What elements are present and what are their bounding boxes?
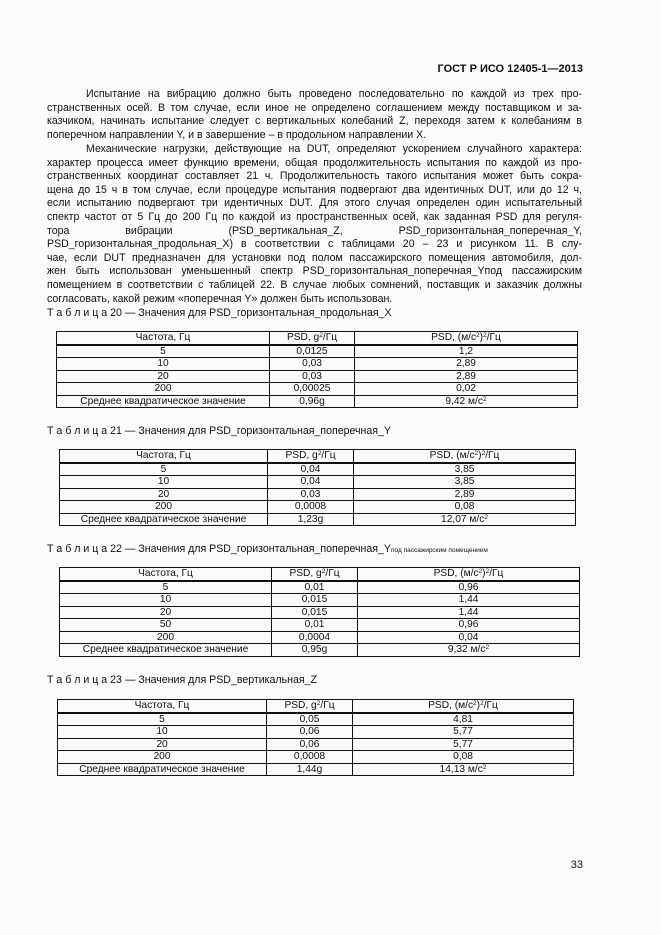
table-cell: 10	[58, 726, 267, 739]
table-cell: 50	[60, 619, 272, 632]
paragraph-line: поперечном направлении Y, и в завершение – в продольном направлении X.	[47, 128, 427, 141]
table-row	[60, 476, 576, 489]
table-cell: 200	[57, 383, 270, 396]
table-cell: 0,06	[267, 726, 353, 739]
column-header: Частота, Гц	[58, 700, 267, 713]
table-row	[57, 358, 578, 371]
table-cell: 0,96g	[270, 395, 355, 408]
paragraph-vibration-order	[47, 88, 582, 142]
table-21-caption-text: Т а б л и ц а 21 — Значения для PSD_горизонтальная_поперечная_Y	[47, 425, 391, 437]
table-cell: 12,07 $м/с^2$	[354, 513, 576, 526]
table-row	[57, 370, 578, 383]
paragraph-line: характер процесса имеет функцию времени, общая продолжительность испытания по каждой из про-	[47, 156, 582, 169]
column-header: PSD, $(м/с^2)^2/Гц$	[355, 332, 578, 345]
table-header-row	[60, 450, 576, 463]
paragraph-line: спектр частот от 5 Гц до 200 Гц по каждой из пространственных осей, как заданная PSD для регуля-	[47, 210, 582, 223]
table-cell: 0,00025	[270, 383, 355, 396]
table-cell: 200	[60, 631, 272, 644]
table-cell: 0,05	[267, 713, 353, 726]
table-cell: 5	[57, 345, 270, 358]
table-cell: 1,23g	[268, 513, 354, 526]
paragraph-line: если испытанию подвергают три идентичных DUT. Для этого случая определен один испытательный	[47, 197, 582, 210]
column-header: PSD, $g^2/Гц$	[270, 332, 355, 345]
table-cell: 10	[60, 476, 268, 489]
table-20-caption	[47, 307, 392, 319]
column-header: Частота, Гц	[57, 332, 270, 345]
table-cell: 0,06	[267, 738, 353, 751]
table-cell: Среднее квадратическое значение	[58, 763, 267, 776]
table-cell: 0,0004	[272, 631, 358, 644]
table-cell: 0,95g	[272, 644, 358, 657]
table-cell: Среднее квадратическое значение	[60, 513, 268, 526]
table-23-caption-text: Т а б л и ц а 23 — Значения для PSD_вертикальная_Z	[47, 674, 317, 686]
table-cell: 0,04	[268, 463, 354, 476]
table-cell: 200	[58, 751, 267, 764]
table-cell: 9,42 $м/с^2$	[355, 395, 578, 408]
table-cell: 200	[60, 501, 268, 514]
table-cell: 0,03	[270, 370, 355, 383]
paragraph-line: Механические нагрузки, действующие на DUT, определяют ускорением случайного характера:	[86, 143, 582, 155]
column-header: PSD, $(м/с^2)^2/Гц$	[358, 568, 580, 581]
table-cell: 0,08	[354, 501, 576, 514]
table-cell: 20	[60, 488, 268, 501]
column-header: Частота, Гц	[60, 568, 272, 581]
table-row	[60, 619, 580, 632]
table-cell: 3,85	[354, 476, 576, 489]
table-cell: 0,04	[358, 631, 580, 644]
paragraph-line: Испытание на вибрацию должно быть проведено последовательно по каждой из трех про-	[86, 88, 582, 100]
table-cell: 0,03	[268, 488, 354, 501]
table-cell: 0,08	[353, 751, 574, 764]
table-22	[59, 567, 580, 657]
table-row	[60, 581, 580, 594]
table-cell: 20	[57, 370, 270, 383]
table-cell: 0,015	[272, 606, 358, 619]
table-row	[57, 383, 578, 396]
paragraph-line: согласовать, какой режим «поперечная Y» должен быть использован.	[47, 292, 393, 305]
paragraph-line: помещением в соответствии с таблицей 22. В случае любых сомнений, поставщик и заказчик должны	[47, 278, 582, 291]
table-cell: 5,77	[353, 726, 574, 739]
table-20	[56, 331, 578, 408]
table-cell: 20	[60, 606, 272, 619]
table-row	[60, 501, 576, 514]
column-header: Частота, Гц	[60, 450, 268, 463]
table-cell: 1,2	[355, 345, 578, 358]
table-cell: 5	[60, 463, 268, 476]
table-cell: 0,0008	[268, 501, 354, 514]
table-cell: 2,89	[355, 358, 578, 371]
table-row	[57, 345, 578, 358]
page-number: 33	[570, 859, 583, 871]
table-row	[58, 713, 574, 726]
paragraph-line: жен быть использован уменьшенный спектр PSD_горизонтальная_поперечная_Yпод пассажирским	[47, 265, 582, 278]
table-21	[59, 449, 576, 526]
table-cell: 0,015	[272, 594, 358, 607]
paragraph-line: странственных координат составляет 21 ч. Продолжительность такого испытания может быть сокра-	[47, 170, 582, 183]
column-header: PSD, $g^2/Гц$	[267, 700, 353, 713]
table-header-row	[60, 568, 580, 581]
table-row	[60, 594, 580, 607]
table-row	[58, 751, 574, 764]
column-header: PSD, $g^2/Гц$	[272, 568, 358, 581]
table-cell: 5	[58, 713, 267, 726]
table-21-caption	[47, 425, 391, 437]
table-row	[60, 463, 576, 476]
table-row	[60, 513, 576, 526]
table-cell: 0,04	[268, 476, 354, 489]
table-cell: 1,44	[358, 594, 580, 607]
paragraph-line: казчиком, начинать испытание следует с вертикальных колебаний Z, переходя затем к колебаниям в	[47, 115, 582, 128]
table-cell: 0,0008	[267, 751, 353, 764]
table-cell: 4,81	[353, 713, 574, 726]
table-cell: 3,85	[354, 463, 576, 476]
paragraph-mechanical-loads	[47, 143, 582, 306]
table-cell: 2,89	[355, 370, 578, 383]
table-row	[60, 488, 576, 501]
table-cell: 5	[60, 581, 272, 594]
table-cell: 10	[60, 594, 272, 607]
table-row	[60, 606, 580, 619]
paragraph-line: тора вибрации (PSD_вертикальная_Z, PSD_горизонтальная_поперечная_Y,	[47, 224, 582, 237]
table-cell: 14,13 $м/с^2$	[353, 763, 574, 776]
table-cell: Среднее квадратическое значение	[60, 644, 272, 657]
table-row	[58, 726, 574, 739]
table-cell: 2,89	[354, 488, 576, 501]
table-23	[57, 699, 574, 776]
table-23-caption	[47, 674, 317, 686]
column-header: PSD, $(м/с^2)^2/Гц$	[353, 700, 574, 713]
document-header: ГОСТ Р ИСО 12405-1—2013	[437, 63, 583, 75]
table-cell: 0,96	[358, 581, 580, 594]
table-cell: Среднее квадратическое значение	[57, 395, 270, 408]
table-cell: 0,02	[355, 383, 578, 396]
table-row	[60, 644, 580, 657]
table-cell: 1,44g	[267, 763, 353, 776]
table-row	[60, 631, 580, 644]
table-22-caption-text: Т а б л и ц а 22 — Значения для PSD_горизонтальная_поперечная_Y	[47, 543, 391, 555]
column-header: PSD, $(м/с^2)^2/Гц$	[354, 450, 576, 463]
table-cell: 1,44	[358, 606, 580, 619]
table-cell: 0,01	[272, 581, 358, 594]
table-cell: 0,01	[272, 619, 358, 632]
table-cell: 0,0125	[270, 345, 355, 358]
table-22-caption-subscript: под пассажирским помещением	[391, 547, 488, 554]
table-header-row	[57, 332, 578, 345]
paragraph-line: щена до 15 ч в том случае, если процедуре испытания подвергают два идентичных DUT, или до 12 ч,	[47, 183, 582, 196]
table-cell: 20	[58, 738, 267, 751]
paragraph-line: странственных осей. В том случае, если иное не определено соглашением между поставщиком и за-	[47, 101, 582, 114]
column-header: PSD, $g^2/Гц$	[268, 450, 354, 463]
table-header-row	[58, 700, 574, 713]
table-cell: 10	[57, 358, 270, 371]
table-cell: 0,96	[358, 619, 580, 632]
paragraph-line: чае, если DUT предназначен для установки под полом пассажирского помещения автомобиля, дол-	[47, 251, 582, 264]
table-row	[58, 763, 574, 776]
table-20-caption-text: Т а б л и ц а 20 — Значения для PSD_горизонтальная_продольная_X	[47, 307, 392, 319]
table-cell: 9,32 $м/с^2$	[358, 644, 580, 657]
table-cell: 0,03	[270, 358, 355, 371]
paragraph-line: PSD_горизонтальная_продольная_X) в соответствии с таблицами 20 – 23 и рисунком 11. В слу-	[47, 238, 582, 251]
table-row	[58, 738, 574, 751]
table-22-caption	[47, 543, 488, 555]
table-row	[57, 395, 578, 408]
table-cell: 5,77	[353, 738, 574, 751]
